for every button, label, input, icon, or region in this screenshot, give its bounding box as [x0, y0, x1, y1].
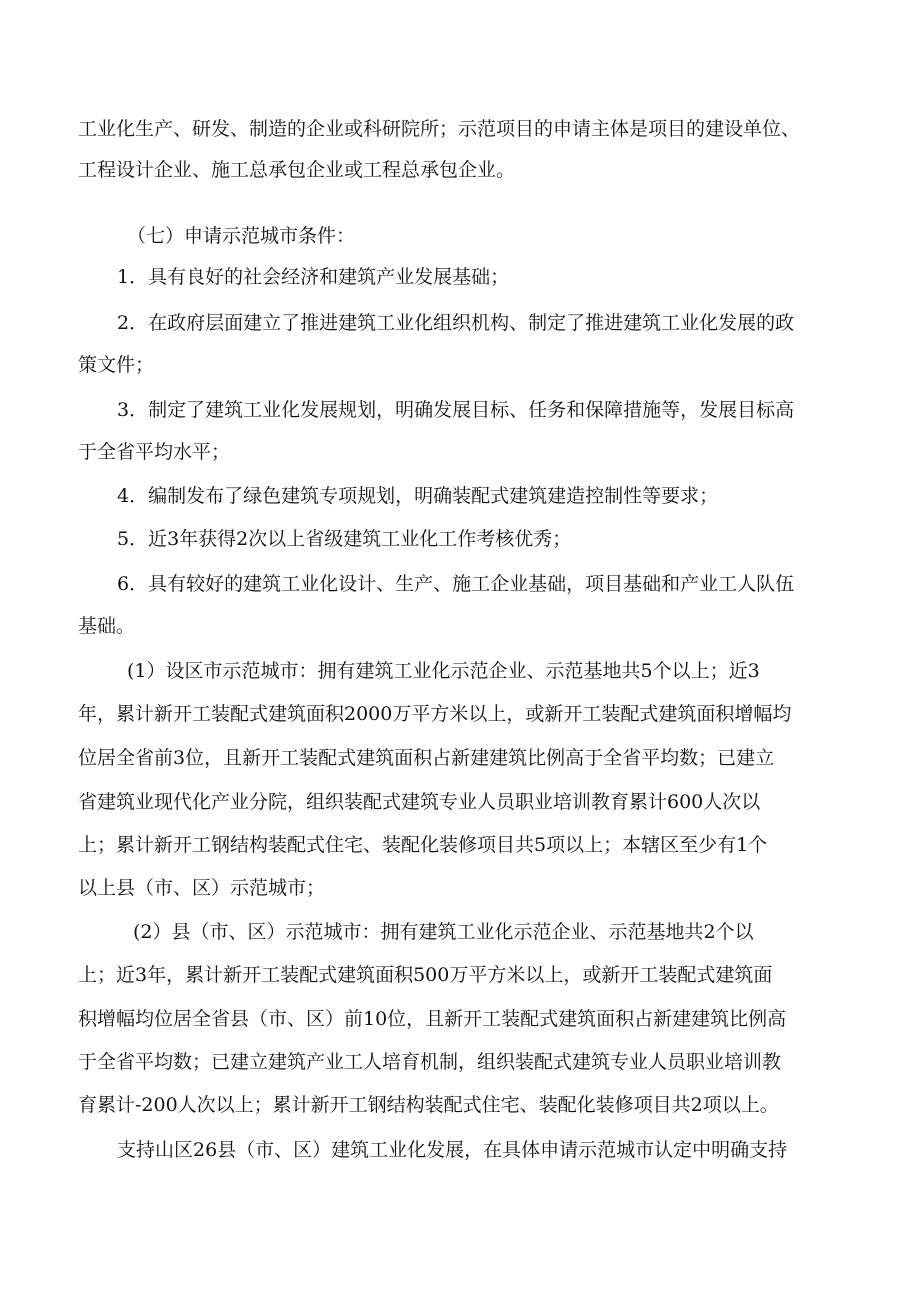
text-line-23: 育累计-200人次以上；累计新开工钢结构装配式住宅、装配化装修项目共2项以上。 — [78, 1094, 779, 1116]
text-line-16: 省建筑业现代化产业分院，组织装配式建筑专业人员职业培训教育累计600人次以 — [78, 791, 761, 813]
text-line-1: 工业化生产、研发、制造的企业或科研院所；示范项目的申请主体是项目的建设单位、 — [78, 118, 801, 140]
text-line-9: 4．编制发布了绿色建筑专项规划，明确装配式建筑建造控制性等要求； — [117, 485, 719, 507]
text-line-8: 于全省平均水平； — [78, 441, 231, 463]
text-line-10: 5．近3年获得2次以上省级建筑工业化工作考核优秀； — [117, 528, 572, 550]
text-line-18: 以上县（市、区）示范城市； — [78, 877, 326, 899]
text-line-4: 1．具有良好的社会经济和建筑产业发展基础； — [117, 266, 510, 288]
text-line-24: 支持山区26县（市、区）建筑工业化发展，在具体申请示范城市认定中明确支持 — [117, 1139, 788, 1161]
text-line-22: 于全省平均数；已建立建筑产业工人培育机制，组织装配式建筑专业人员职业培训教 — [78, 1051, 782, 1073]
text-line-12: 基础。 — [78, 615, 136, 637]
text-line-17: 上；累计新开工钢结构装配式住宅、装配化装修项目共5项以上；本辖区至少有1个 — [78, 834, 768, 856]
text-line-19: (2）县（市、区）示范城市：拥有建筑工业化示范企业、示范基地共2个以 — [133, 921, 754, 943]
section-heading-7: （七）申请示范城市条件： — [127, 225, 356, 247]
text-line-21: 积增幅均位居全省县（市、区）前10位，且新开工装配式建筑面积占新建建筑比例高 — [78, 1008, 787, 1030]
text-line-13: (1）设区市示范城市：拥有建筑工业化示范企业、示范基地共5个以上；近3 — [127, 660, 760, 682]
text-line-2: 工程设计企业、施工总承包企业或工程总承包企业。 — [78, 159, 516, 181]
text-line-15: 位居全省前3位，且新开工装配式建筑面积占新建建筑比例高于全省平均数；已建立 — [78, 747, 775, 769]
text-line-6: 策文件； — [78, 354, 155, 376]
text-line-7: 3．制定了建筑工业化发展规划，明确发展目标、任务和保障措施等，发展目标高 — [117, 399, 795, 421]
text-line-14: 年，累计新开工装配式建筑面积2000万平方米以上，或新开工装配式建筑面积增幅均 — [78, 703, 792, 725]
text-line-11: 6．具有较好的建筑工业化设计、生产、施工企业基础，项目基础和产业工人队伍 — [117, 573, 795, 595]
text-line-20: 上；近3年，累计新开工装配式建筑面积500万平方米以上，或新开工装配式建筑面 — [78, 964, 773, 986]
text-line-5: 2．在政府层面建立了推进建筑工业化组织机构、制定了推进建筑工业化发展的政 — [117, 312, 795, 334]
